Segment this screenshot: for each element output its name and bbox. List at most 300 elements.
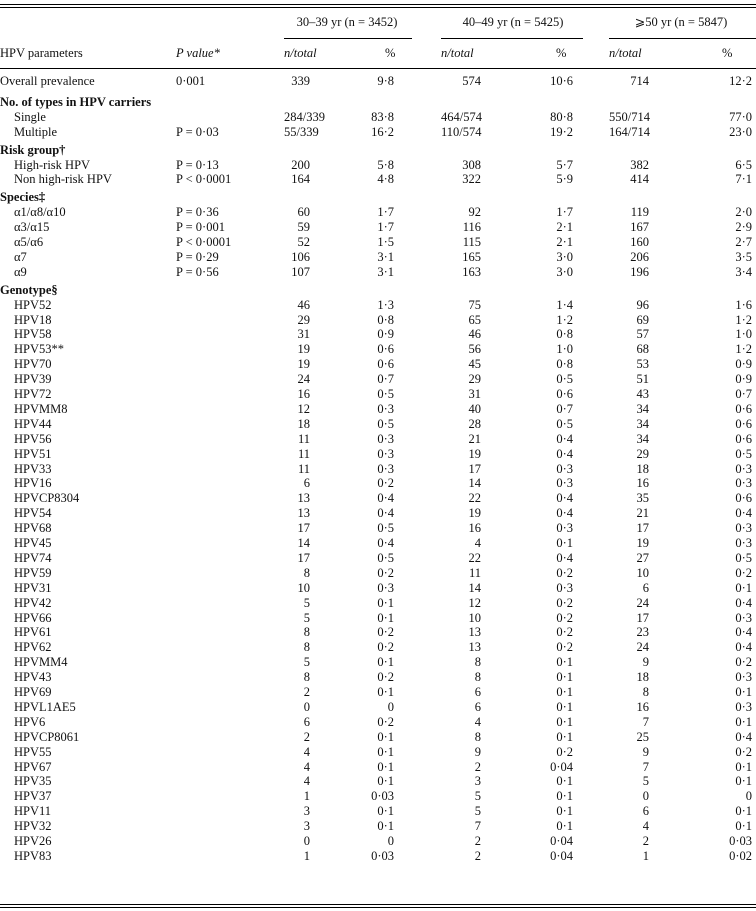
row-label: HPVL1AE5 xyxy=(14,699,76,714)
group-underline-2 xyxy=(441,38,583,39)
row-count: 12 xyxy=(468,595,481,610)
row-count: 9 xyxy=(642,744,649,759)
row-percent: 0·3 xyxy=(377,580,394,595)
row-percent: 0·2 xyxy=(377,670,394,685)
row-percent: 12·2 xyxy=(729,74,752,88)
row-percent: 7·1 xyxy=(735,172,752,187)
row-label: HPVCP8304 xyxy=(14,491,80,506)
row-label: HPV58 xyxy=(14,327,52,342)
row-count: 5 xyxy=(474,804,481,819)
row-count: 196 xyxy=(630,264,649,279)
row-label: α9 xyxy=(14,264,27,279)
row-count: 382 xyxy=(630,157,649,172)
row-percent: 0·2 xyxy=(377,476,394,491)
row-label: α1/α8/α10 xyxy=(14,205,66,220)
row-label: HPVCP8061 xyxy=(14,729,80,744)
row-count: 14 xyxy=(468,476,481,491)
row-percent: 0·2 xyxy=(735,744,752,759)
row-percent: 0·2 xyxy=(556,640,573,655)
row-count: 16 xyxy=(468,521,481,536)
row-percent: 0·6 xyxy=(735,416,752,431)
row-count: 4 xyxy=(474,714,481,729)
row-label: HPV31 xyxy=(14,580,52,595)
row-percent: 0·4 xyxy=(556,550,573,565)
row-count: 5 xyxy=(642,774,649,789)
row-count: 2 xyxy=(474,759,481,774)
row-count: 60 xyxy=(297,205,310,220)
row-percent: 0·3 xyxy=(735,461,752,476)
row-percent: 0·1 xyxy=(377,655,394,670)
row-percent: 23·0 xyxy=(729,124,752,139)
row-label: HPV33 xyxy=(14,461,52,476)
row-pvalue: P = 0·001 xyxy=(176,220,225,235)
row-percent: 0·2 xyxy=(556,595,573,610)
row-label: HPV37 xyxy=(14,789,52,804)
row-percent: 0·5 xyxy=(556,372,573,387)
row-count: 284/339 xyxy=(284,109,325,124)
row-percent: 0·5 xyxy=(377,521,394,536)
row-percent: 0·1 xyxy=(735,819,752,834)
row-percent: 0·5 xyxy=(377,416,394,431)
row-count: 6 xyxy=(642,580,649,595)
row-count: 2 xyxy=(303,729,310,744)
row-percent: 0·8 xyxy=(556,357,573,372)
row-percent: 1·7 xyxy=(377,220,394,235)
row-pvalue: P = 0·29 xyxy=(176,249,219,264)
row-percent: 3·4 xyxy=(735,264,752,279)
row-percent: 0·4 xyxy=(735,506,752,521)
row-count: 46 xyxy=(297,297,310,312)
row-label: HPV52 xyxy=(14,297,52,312)
row-percent: 0·1 xyxy=(556,670,573,685)
row-count: 2 xyxy=(642,834,649,848)
row-percent: 80·8 xyxy=(550,109,573,124)
row-label: HPV16 xyxy=(14,476,52,491)
row-count: 19 xyxy=(468,506,481,521)
row-label: Overall prevalence xyxy=(0,74,95,88)
row-percent: 0·1 xyxy=(735,759,752,774)
row-percent: 0·3 xyxy=(377,446,394,461)
row-percent: 0·3 xyxy=(556,580,573,595)
row-count: 414 xyxy=(630,172,649,187)
row-label: Risk group† xyxy=(0,142,66,157)
row-count: 8 xyxy=(642,685,649,699)
row-percent: 0·7 xyxy=(377,372,394,387)
bottom-double-rule-a xyxy=(0,904,756,905)
row-label: HPV11 xyxy=(14,804,52,819)
row-count: 3 xyxy=(303,804,310,819)
row-percent: 0·1 xyxy=(556,819,573,834)
row-count: 3 xyxy=(303,819,310,834)
col-header-n-1: n/total xyxy=(284,46,317,60)
row-percent: 0·5 xyxy=(377,550,394,565)
row-label: HPV54 xyxy=(14,506,52,521)
group-underline-3 xyxy=(609,38,756,39)
row-count: 163 xyxy=(462,264,481,279)
row-percent: 0·03 xyxy=(371,848,394,863)
row-percent: 2·9 xyxy=(735,220,752,235)
row-label: HPV74 xyxy=(14,550,52,565)
row-label: HPV62 xyxy=(14,640,52,655)
row-percent: 0·1 xyxy=(556,729,573,744)
row-count: 19 xyxy=(636,536,649,550)
row-count: 17 xyxy=(468,461,481,476)
row-count: 7 xyxy=(642,759,649,774)
row-count: 106 xyxy=(291,249,310,264)
row-count: 10 xyxy=(468,610,481,625)
row-percent: 0·2 xyxy=(377,625,394,640)
row-label: HPVMM8 xyxy=(14,401,68,416)
row-pvalue: P < 0·0001 xyxy=(176,235,232,249)
row-label: HPV72 xyxy=(14,387,52,401)
row-count: 200 xyxy=(291,157,310,172)
row-label: α5/α6 xyxy=(14,235,44,249)
row-percent: 0·9 xyxy=(377,327,394,342)
row-percent: 1·0 xyxy=(735,327,752,342)
row-label: HPV18 xyxy=(14,312,52,327)
row-count: 14 xyxy=(297,536,310,550)
row-percent: 0·1 xyxy=(377,744,394,759)
row-percent: 0·1 xyxy=(556,714,573,729)
row-percent: 4·8 xyxy=(377,172,394,187)
row-percent: 0·1 xyxy=(556,536,573,550)
row-count: 160 xyxy=(630,235,649,249)
row-pvalue: P = 0·36 xyxy=(176,205,219,220)
row-count: 10 xyxy=(297,580,310,595)
row-count: 0 xyxy=(303,699,310,714)
row-percent: 0·4 xyxy=(556,446,573,461)
row-label: HPV70 xyxy=(14,357,52,372)
row-count: 11 xyxy=(297,446,310,461)
row-label: HPV42 xyxy=(14,595,52,610)
row-percent: 1·5 xyxy=(377,235,394,249)
row-count: 1 xyxy=(303,789,310,804)
row-count: 13 xyxy=(297,491,310,506)
row-count: 714 xyxy=(630,74,649,88)
row-label: HPV44 xyxy=(14,416,52,431)
row-label: HPV66 xyxy=(14,610,52,625)
row-count: 59 xyxy=(297,220,310,235)
row-count: 4 xyxy=(303,774,310,789)
row-percent: 0·6 xyxy=(735,491,752,506)
row-count: 107 xyxy=(291,264,310,279)
row-count: 40 xyxy=(468,401,481,416)
row-percent: 0·2 xyxy=(556,610,573,625)
row-count: 6 xyxy=(642,804,649,819)
row-label: HPV43 xyxy=(14,670,52,685)
row-count: 13 xyxy=(468,640,481,655)
row-percent: 0·4 xyxy=(735,640,752,655)
row-count: 8 xyxy=(474,729,481,744)
row-count: 22 xyxy=(468,550,481,565)
row-count: 11 xyxy=(297,431,310,446)
row-count: 2 xyxy=(474,848,481,863)
row-count: 13 xyxy=(468,625,481,640)
row-percent: 0·3 xyxy=(556,461,573,476)
row-count: 8 xyxy=(303,670,310,685)
row-percent: 0·3 xyxy=(735,521,752,536)
row-count: 164 xyxy=(291,172,310,187)
group-header-30-39: 30–39 yr (n = 3452) xyxy=(296,15,398,29)
row-label: HPV61 xyxy=(14,625,52,640)
row-percent: 2·0 xyxy=(735,205,752,220)
row-count: 6 xyxy=(303,476,310,491)
row-percent: 0·4 xyxy=(735,625,752,640)
row-count: 8 xyxy=(474,655,481,670)
row-percent: 0·6 xyxy=(377,357,394,372)
row-count: 11 xyxy=(468,565,481,580)
row-percent: 0·6 xyxy=(556,387,573,401)
row-count: 206 xyxy=(630,249,649,264)
row-count: 29 xyxy=(297,312,310,327)
row-percent: 0·4 xyxy=(377,491,394,506)
row-percent: 5·9 xyxy=(556,172,573,187)
row-count: 24 xyxy=(636,640,649,655)
row-percent: 0·6 xyxy=(735,431,752,446)
row-label: HPV35 xyxy=(14,774,52,789)
row-count: 6 xyxy=(474,685,481,699)
row-percent: 1·0 xyxy=(556,342,573,357)
row-percent: 0·1 xyxy=(556,789,573,804)
row-percent: 0·3 xyxy=(556,521,573,536)
row-percent: 0·02 xyxy=(729,848,752,863)
group-header-40-49: 40–49 yr (n = 5425) xyxy=(462,15,564,29)
row-count: 19 xyxy=(297,342,310,357)
row-percent: 3·5 xyxy=(735,249,752,264)
row-percent: 0·6 xyxy=(735,401,752,416)
row-percent: 0·1 xyxy=(377,819,394,834)
row-count: 0 xyxy=(642,789,649,804)
row-percent: 0·3 xyxy=(735,536,752,550)
row-label: No. of types in HPV carriers xyxy=(0,94,152,109)
row-percent: 0 xyxy=(745,789,752,804)
row-label: HPV56 xyxy=(14,431,52,446)
row-count: 8 xyxy=(303,625,310,640)
row-count: 43 xyxy=(636,387,649,401)
row-count: 4 xyxy=(642,819,649,834)
row-count: 12 xyxy=(297,401,310,416)
row-count: 14 xyxy=(468,580,481,595)
row-percent: 0·3 xyxy=(556,476,573,491)
row-percent: 0·8 xyxy=(377,312,394,327)
row-count: 4 xyxy=(303,744,310,759)
row-percent: 0·2 xyxy=(556,625,573,640)
row-count: 53 xyxy=(636,357,649,372)
row-label: Single xyxy=(14,109,46,124)
row-percent: 83·8 xyxy=(371,109,394,124)
row-count: 119 xyxy=(630,205,649,220)
row-percent: 1·3 xyxy=(377,297,394,312)
row-percent: 0·3 xyxy=(735,699,752,714)
row-percent: 0·4 xyxy=(735,729,752,744)
row-percent: 1·4 xyxy=(556,297,573,312)
row-count: 34 xyxy=(636,416,649,431)
row-percent: 3·0 xyxy=(556,249,573,264)
row-count: 17 xyxy=(297,550,310,565)
bottom-double-rule-b xyxy=(0,907,756,908)
row-count: 34 xyxy=(636,401,649,416)
row-count: 23 xyxy=(636,625,649,640)
row-count: 22 xyxy=(468,491,481,506)
row-label: HPV51 xyxy=(14,446,52,461)
row-count: 16 xyxy=(297,387,310,401)
row-percent: 0·5 xyxy=(556,416,573,431)
header-bottom-rule xyxy=(0,68,756,69)
col-header-pct-3: % xyxy=(722,46,733,60)
row-label: HPV69 xyxy=(14,685,52,699)
row-count: 5 xyxy=(303,595,310,610)
row-percent: 0·1 xyxy=(735,685,752,699)
row-percent: 0·9 xyxy=(735,357,752,372)
row-count: 24 xyxy=(636,595,649,610)
row-count: 110/574 xyxy=(441,124,482,139)
row-count: 165 xyxy=(462,249,481,264)
row-percent: 0·3 xyxy=(377,401,394,416)
row-label: HPV53** xyxy=(14,342,65,357)
row-percent: 5·7 xyxy=(556,157,573,172)
row-count: 322 xyxy=(462,172,481,187)
row-label: HPV55 xyxy=(14,744,52,759)
row-percent: 0·4 xyxy=(556,491,573,506)
row-percent: 0·6 xyxy=(377,342,394,357)
row-count: 574 xyxy=(462,74,481,88)
row-percent: 2·7 xyxy=(735,235,752,249)
col-header-n-2: n/total xyxy=(441,46,474,60)
row-percent: 0·1 xyxy=(377,685,394,699)
row-count: 0 xyxy=(303,834,310,848)
row-count: 68 xyxy=(636,342,649,357)
row-count: 16 xyxy=(636,699,649,714)
row-percent: 0·1 xyxy=(735,714,752,729)
row-label: Multiple xyxy=(14,124,58,139)
row-pvalue: P = 0·56 xyxy=(176,264,219,279)
row-percent: 2·1 xyxy=(556,235,573,249)
row-percent: 0·1 xyxy=(556,774,573,789)
row-percent: 0·1 xyxy=(556,685,573,699)
row-count: 1 xyxy=(642,848,649,863)
row-percent: 0·2 xyxy=(377,640,394,655)
row-percent: 0·04 xyxy=(550,759,573,774)
row-percent: 3·0 xyxy=(556,264,573,279)
row-count: 17 xyxy=(636,521,649,536)
row-percent: 0·04 xyxy=(550,834,573,848)
row-percent: 1·7 xyxy=(377,205,394,220)
row-count: 339 xyxy=(291,74,310,88)
row-percent: 1·2 xyxy=(735,342,752,357)
row-count: 2 xyxy=(474,834,481,848)
row-count: 28 xyxy=(468,416,481,431)
row-label: Species‡ xyxy=(0,190,46,205)
row-percent: 0·3 xyxy=(735,476,752,491)
row-count: 8 xyxy=(303,565,310,580)
row-percent: 16·2 xyxy=(371,124,394,139)
row-percent: 0·1 xyxy=(735,804,752,819)
row-count: 13 xyxy=(297,506,310,521)
row-count: 1 xyxy=(303,848,310,863)
row-count: 25 xyxy=(636,729,649,744)
row-count: 92 xyxy=(468,205,481,220)
row-count: 5 xyxy=(474,789,481,804)
row-count: 45 xyxy=(468,357,481,372)
row-count: 18 xyxy=(636,461,649,476)
row-count: 10 xyxy=(636,565,649,580)
row-count: 5 xyxy=(303,610,310,625)
row-count: 116 xyxy=(462,220,481,235)
row-percent: 0·4 xyxy=(735,595,752,610)
row-pvalue: P = 0·03 xyxy=(176,124,219,139)
row-percent: 0·1 xyxy=(377,595,394,610)
row-percent: 0·1 xyxy=(377,774,394,789)
row-count: 8 xyxy=(474,670,481,685)
row-percent: 0·03 xyxy=(371,789,394,804)
row-count: 21 xyxy=(468,431,481,446)
row-count: 16 xyxy=(636,476,649,491)
row-percent: 0·1 xyxy=(377,759,394,774)
row-count: 6 xyxy=(303,714,310,729)
row-percent: 1·6 xyxy=(735,297,752,312)
row-label: HPV83 xyxy=(14,848,52,863)
row-count: 550/714 xyxy=(609,109,650,124)
row-label: α7 xyxy=(14,249,27,264)
col-header-pct-2: % xyxy=(556,46,567,60)
col-header-n-3: n/total xyxy=(609,46,642,60)
row-label: HPVMM4 xyxy=(14,655,68,670)
row-percent: 0·7 xyxy=(556,401,573,416)
row-percent: 0·1 xyxy=(377,804,394,819)
row-count: 31 xyxy=(297,327,310,342)
row-count: 164/714 xyxy=(609,124,650,139)
row-percent: 19·2 xyxy=(550,124,573,139)
row-count: 19 xyxy=(468,446,481,461)
row-percent: 10·6 xyxy=(550,74,573,88)
row-count: 464/574 xyxy=(441,109,482,124)
row-count: 167 xyxy=(630,220,649,235)
row-percent: 1·2 xyxy=(556,312,573,327)
row-percent: 9·8 xyxy=(377,74,394,88)
row-count: 96 xyxy=(636,297,649,312)
row-count: 24 xyxy=(297,372,310,387)
row-percent: 0·1 xyxy=(735,774,752,789)
row-count: 51 xyxy=(636,372,649,387)
row-count: 31 xyxy=(468,387,481,401)
row-count: 5 xyxy=(303,655,310,670)
row-percent: 0·1 xyxy=(556,699,573,714)
row-percent: 0·7 xyxy=(735,387,752,401)
row-count: 2 xyxy=(303,685,310,699)
row-count: 4 xyxy=(303,759,310,774)
row-percent: 77·0 xyxy=(729,109,752,124)
row-count: 7 xyxy=(474,819,481,834)
row-percent: 0·4 xyxy=(556,431,573,446)
row-percent: 0·5 xyxy=(735,446,752,461)
row-label: HPV32 xyxy=(14,819,52,834)
row-percent: 0·2 xyxy=(556,744,573,759)
row-percent: 0·2 xyxy=(377,565,394,580)
row-pvalue: P < 0·0001 xyxy=(176,172,232,187)
row-percent: 1·2 xyxy=(735,312,752,327)
row-count: 35 xyxy=(636,491,649,506)
row-count: 6 xyxy=(474,699,481,714)
row-pvalue: 0·001 xyxy=(176,74,206,88)
row-count: 9 xyxy=(642,655,649,670)
row-percent: 0·1 xyxy=(735,580,752,595)
row-percent: 0·2 xyxy=(377,714,394,729)
row-label: HPV59 xyxy=(14,565,52,580)
row-count: 4 xyxy=(474,536,481,550)
group-header-50plus: ⩾50 yr (n = 5847) xyxy=(634,15,728,29)
row-percent: 0 xyxy=(387,834,394,848)
row-count: 11 xyxy=(297,461,310,476)
